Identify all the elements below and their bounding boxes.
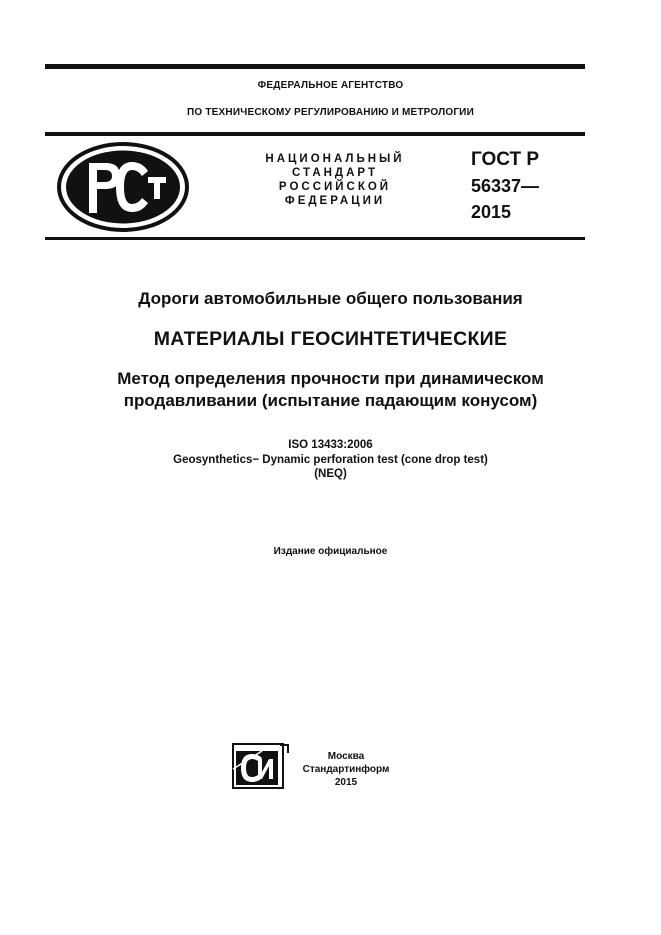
title-line-3a: Метод определения прочности при динамическом (117, 369, 544, 388)
header-rule (45, 132, 585, 136)
title-line-3b: продавливании (испытание падающим конусом) (123, 391, 538, 410)
gost-number: 56337— (471, 176, 540, 196)
publisher-city: Москва (327, 751, 365, 762)
national-standard-label (250, 152, 420, 208)
top-rule (45, 64, 585, 69)
iso-reference (0, 438, 661, 482)
standartinform-logo-icon (232, 743, 290, 789)
agency-line-1: ФЕДЕРАЛЬНОЕ АГЕНТСТВО (257, 80, 404, 91)
national-standard-line-2: СТАНДАРТ (292, 167, 378, 179)
title-line-3 (0, 368, 661, 412)
standard-block-rule (45, 237, 585, 240)
edition-label: Издание официальное (273, 546, 388, 557)
iso-code: ISO 13433:2006 (288, 439, 373, 451)
national-standard-line-3: РОССИЙСКОЙ (278, 181, 392, 193)
publisher-info (296, 750, 396, 789)
iso-equivalence: (NEQ) (314, 468, 347, 480)
gost-year: 2015 (471, 202, 512, 222)
publisher-name: Стандартинформ (302, 764, 390, 775)
title-line-2: МАТЕРИАЛЫ ГЕОСИНТЕТИЧЕСКИЕ (153, 328, 508, 350)
gost-designation (471, 147, 539, 225)
publisher-year: 2015 (334, 777, 358, 788)
iso-title: Geosynthetics− Dynamic perforation test (cone drop test) (173, 453, 488, 466)
national-standard-line-1: НАЦИОНАЛЬНЫЙ (265, 153, 405, 165)
gost-label: ГОСТ Р (471, 149, 540, 170)
agency-line-2: ПО ТЕХНИЧЕСКОМУ РЕГУЛИРОВАНИЮ И МЕТРОЛОГИИ (187, 107, 474, 118)
national-standard-line-4: ФЕДЕРАЦИИ (284, 195, 386, 207)
rst-certification-mark-icon (56, 141, 190, 233)
title-line-1: Дороги автомобильные общего пользования (138, 289, 523, 308)
